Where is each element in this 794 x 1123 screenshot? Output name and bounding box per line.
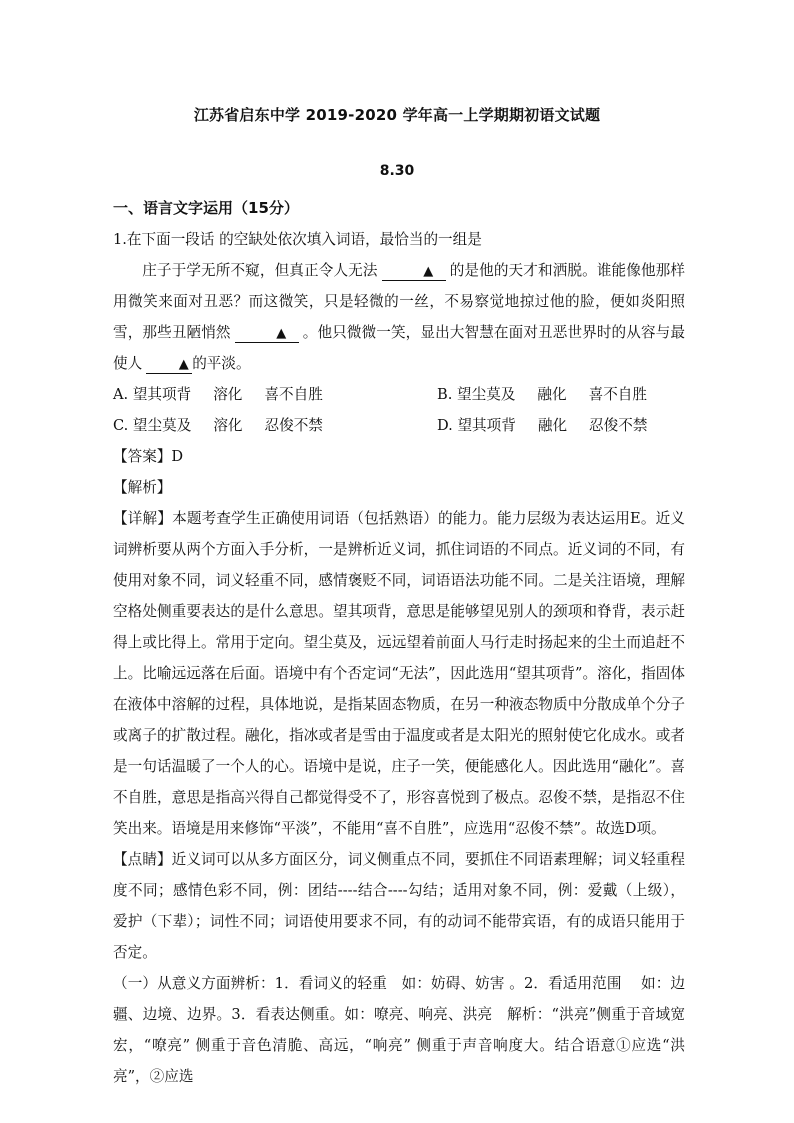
passage-text-4: 的平淡。 bbox=[192, 355, 251, 372]
document-date: 8.30 bbox=[379, 163, 415, 179]
tip-paragraph-2: （一）从意义方面辨析：1．看词义的轻重 如：妨碍、妨害 。2．看适用范围 如：边疆、边境、边界。3．看表达侧重。如：嘹亮、响亮、洪亮 解析：“洪亮”侧重于音域宽宏，“嘹亮” 侧重于音色清脆、高远，“响亮” 侧重于声音响度大。结合语意①应选“洪亮”，②应选 bbox=[113, 975, 685, 1085]
option-b-word-3: 喜不自胜 bbox=[588, 386, 647, 403]
option-b-word-1: B. 望尘莫及 bbox=[437, 386, 516, 403]
option-d-word-2: 融化 bbox=[537, 417, 568, 434]
option-b-word-2: 融化 bbox=[537, 386, 567, 403]
option-c-word-3: 忍俊不禁 bbox=[264, 417, 323, 434]
option-d-word-1: D. 望其项背 bbox=[437, 417, 516, 434]
section-heading: 一、语言文字运用（15分） bbox=[113, 199, 299, 217]
analysis-label: 【解析】 bbox=[113, 479, 172, 496]
option-b bbox=[437, 379, 685, 410]
option-a-word-1: A. 望其项背 bbox=[113, 386, 192, 403]
blank-1: ▲ bbox=[382, 263, 446, 281]
question-stem: 1.在下面一段话 的空缺处依次填入词语，最恰当的一组是 bbox=[113, 231, 482, 248]
passage-text-3: 。他只微微一笑，显出大智慧在面对丑恶世界时的从容与最使人 bbox=[113, 324, 685, 372]
blank-3: ▲ bbox=[146, 356, 192, 374]
option-a-word-3: 喜不自胜 bbox=[264, 386, 323, 403]
answer-line: 【答案】D bbox=[113, 448, 184, 465]
document-title: 江苏省启东中学 2019-2020 学年高一上学期期初语文试题 bbox=[193, 106, 601, 124]
option-c-word-1: C. 望尘莫及 bbox=[113, 417, 192, 434]
option-a-word-2: 溶化 bbox=[213, 386, 243, 403]
detailed-explanation: 【详解】本题考查学生正确使用词语（包括熟语）的能力。能力层级为表达运用E。近义词辨析要从两个方面入手分析，一是辨析近义词，抓住词语的不同点。近义词的不同，有使用对象不同，词义轻重不同，感情褒贬不同，词语语法功能不同。二是关注语境，理解空格处侧重要表达的是什么意思。望其项背，意思是能够望见别人的颈项和脊背，表示赶得上或比得上。常用于定向。望尘莫及，远远望着前面人马行走时扬起来的尘土而追赶不上。比喻远远落在后面。语境中有个否定词“无法”，因此选用“望其项背”。溶化，指固体在液体中溶解的过程，具体地说，是指某固态物质，在另一种液态物质中分散成单个分子或离子的扩散过程。融化，指冰或者是雪由于温度或者是太阳光的照射使它化成水。或者是一句话温暖了一个人的心。语境中是说，庄子一笑，便能感化人。因此选用“融化”。喜不自胜，意思是指高兴得自己都觉得受不了，形容喜悦到了极点。忍俊不禁，是指忍不住笑出来。语境是用来修饰“平淡”，不能用“喜不自胜”，应选用“忍俊不禁”。故选D项。 bbox=[113, 510, 685, 837]
passage-text-2: 的是他的天才和洒脱。谁能像他那样用微笑来面对丑恶？而这微笑，只是轻微的一丝，不易察觉地掠过他的脸，便如炎阳照雪，那些丑陋悄然 bbox=[113, 262, 685, 341]
passage-text-1: 庄子于学无所不窥，但真正令人无法 bbox=[142, 262, 378, 279]
option-c-word-2: 溶化 bbox=[213, 417, 243, 434]
option-a bbox=[113, 379, 437, 410]
document-body bbox=[113, 193, 685, 1092]
blank-2: ▲ bbox=[235, 325, 299, 343]
option-d-word-3: 忍俊不禁 bbox=[589, 417, 648, 434]
question-passage bbox=[113, 255, 685, 379]
answer-options bbox=[113, 379, 685, 441]
option-d bbox=[437, 410, 685, 441]
option-c bbox=[113, 410, 437, 441]
tip-paragraph: 【点睛】近义词可以从多方面区分，词义侧重点不同，要抓住不同语素理解；词义轻重程度不同；感情色彩不同，例：团结----结合----勾结；适用对象不同，例：爱戴（上级），爱护（下辈）；词性不同；词语使用要求不同，有的动词不能带宾语，有的成语只能用于否定。 bbox=[113, 851, 685, 961]
